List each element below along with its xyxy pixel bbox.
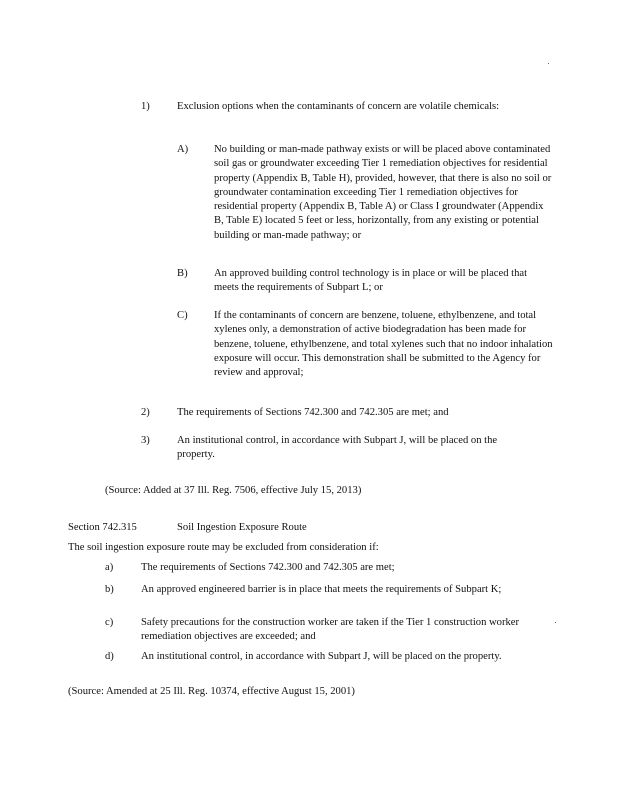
section-item-letter: c) — [105, 617, 114, 628]
list-item-text: The requirements of Sections 742.300 and 742.305 are met; and — [177, 407, 449, 418]
section-number: Section 742.315 — [68, 522, 137, 533]
section-item-text: An approved engineered barrier is in place that meets the requirements of Subpart K; — [141, 584, 502, 595]
list-item-number: 3) — [141, 435, 150, 446]
list-item-text: Exclusion options when the contaminants of concern are volatile chemicals: — [177, 101, 500, 112]
list-item-number: 2) — [141, 407, 150, 418]
section-item-text: An institutional control, in accordance with Subpart J, will be placed on the property. — [141, 651, 502, 662]
scan-speck — [555, 622, 556, 623]
list-item-number: 1) — [141, 101, 150, 112]
sub-item-letter: A) — [177, 144, 189, 155]
list-item-text: An institutional control, in accordance with Subpart J, will be placed on the property. — [177, 435, 498, 461]
source-note: (Source: Amended at 25 Ill. Reg. 10374, effective August 15, 2001) — [68, 686, 355, 697]
scan-speck — [548, 63, 549, 64]
sub-item-letter: C) — [177, 310, 188, 321]
sub-item-text: No building or man-made pathway exists or will be placed above contaminated soil gas or groundwater exceeding Tier 1 remediation objectives for residential property (Appendix B, Table H), provided, however, that there is also no soil or groundwater contamination exceeding Tier 1 remediation objectives for residential property (Appendix B, Table A) or Class I groundwater (Appendix B, Table E) located 5 feet or less, horizontally, from any existing or potential building or man-made pathway; or — [214, 144, 552, 241]
section-item-text: The requirements of Sections 742.300 and 742.305 are met; — [141, 562, 395, 573]
sub-item-text: If the contaminants of concern are benzene, toluene, ethylbenzene, and total xylenes only, a demonstration of active biodegradation has been made for benzene, toluene, ethylbenzene, and total xylenes such that no indoor inhalation exposure will occur. This demonstration shall be submitted to the Agency for review and approval; — [214, 310, 553, 379]
sub-item-letter: B) — [177, 268, 188, 279]
sub-item-text: An approved building control technology is in place or will be placed that meets the requirements of Subpart L; or — [214, 268, 528, 294]
section-item-letter: a) — [105, 562, 114, 573]
section-item-text: Safety precautions for the construction worker are taken if the Tier 1 construction worker remediation objectives are exceeded; and — [141, 617, 520, 643]
section-item-letter: b) — [105, 584, 114, 595]
section-title: Soil Ingestion Exposure Route — [177, 522, 307, 533]
source-note: (Source: Added at 37 Ill. Reg. 7506, effective July 15, 2013) — [105, 485, 362, 496]
section-intro: The soil ingestion exposure route may be excluded from consideration if: — [68, 542, 379, 553]
section-item-letter: d) — [105, 651, 114, 662]
